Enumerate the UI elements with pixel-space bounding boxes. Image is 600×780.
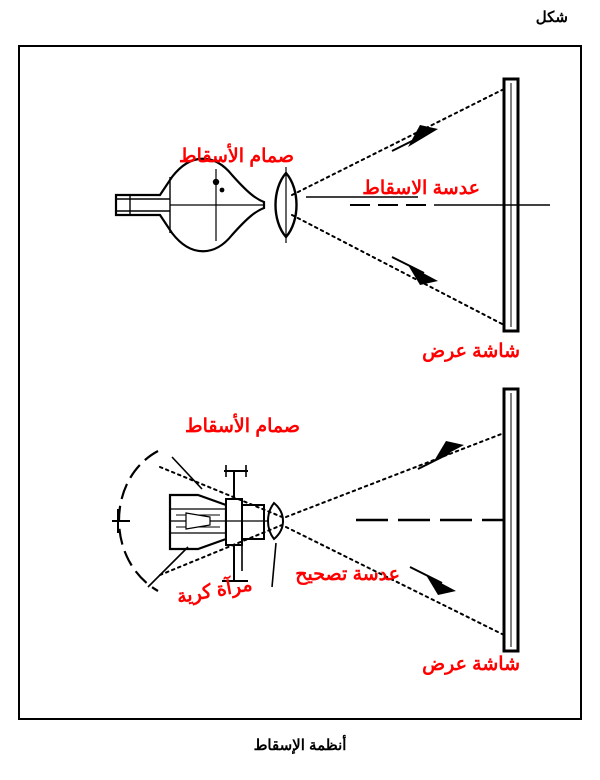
label-projection-valve-top: صمام الأسقاط bbox=[179, 146, 294, 167]
projection-systems-figure bbox=[20, 47, 584, 722]
page-bottom-caption: أنظمة الإسقاط bbox=[253, 737, 347, 754]
top-projection-lens bbox=[276, 167, 297, 243]
bottom-screen bbox=[504, 389, 518, 651]
top-projector-tube bbox=[116, 159, 264, 252]
top-system-group bbox=[116, 79, 550, 331]
label-display-screen-bottom: شاشة عرض bbox=[422, 654, 520, 675]
diagram-frame bbox=[18, 45, 582, 720]
label-display-screen-top: شاشة عرض bbox=[422, 341, 520, 362]
spherical-mirror bbox=[112, 451, 158, 591]
label-projection-valve-bottom: صمام الأسقاط bbox=[185, 416, 300, 437]
label-projection-lens-top: عدسة الاسقاط bbox=[362, 178, 480, 199]
bottom-correction-lens bbox=[268, 503, 283, 539]
page-top-caption: شكل bbox=[535, 9, 568, 26]
top-lower-ray bbox=[292, 215, 504, 325]
label-spherical-mirror-bottom: مرآة كرية bbox=[174, 574, 254, 609]
bottom-system-group bbox=[112, 389, 518, 651]
label-correction-lens-bottom: عدسة تصحيح bbox=[295, 564, 400, 585]
